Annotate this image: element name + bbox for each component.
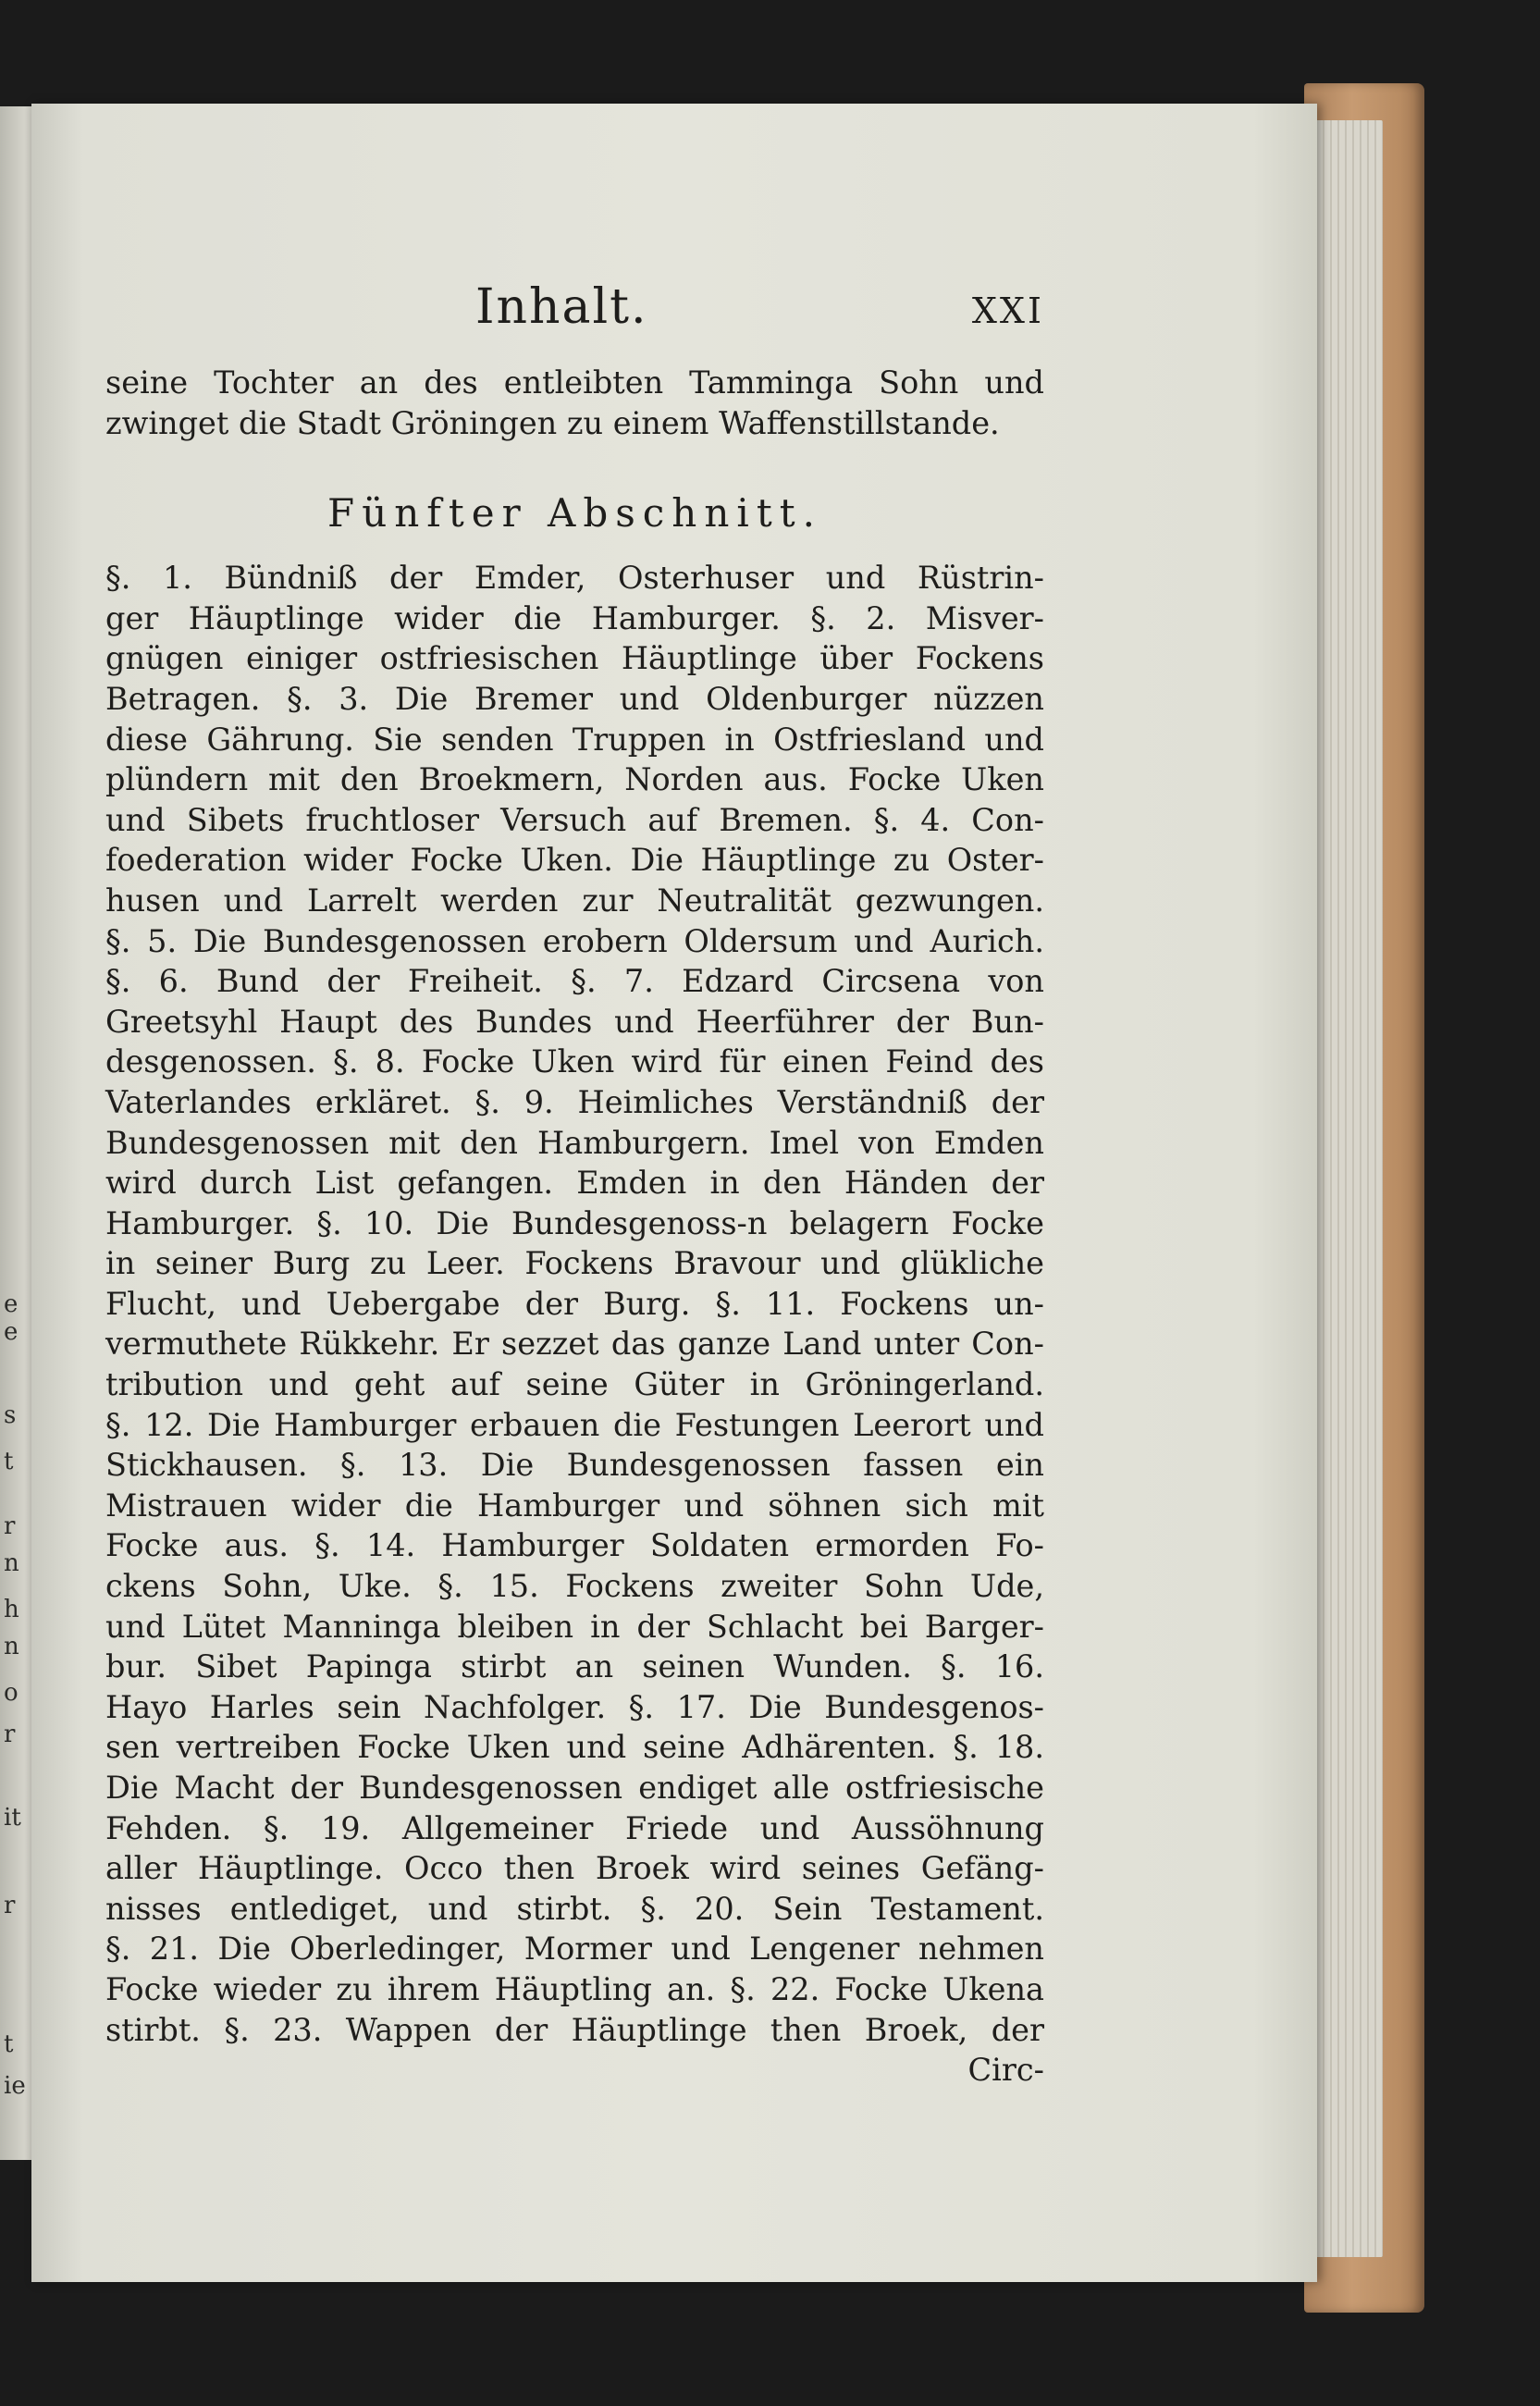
text-line: foederation wider Focke Uken. Die Häuptlinge zu Oster- [105,842,1044,879]
text-line: §. 21. Die Oberledinger, Mormer und Lengener nehmen [105,1931,1044,1968]
text-line: Greetsyhl Haupt des Bundes und Heerführer der Bun- [105,1003,1044,1040]
text-line: sen vertreiben Focke Uken und seine Adhärenten. §. 18. [105,1729,1044,1766]
text-line: Mistrauen wider die Hamburger und söhnen sich mit [105,1487,1044,1524]
text-line: Focke wieder zu ihrem Häuptling an. §. 22. Focke Ukena [105,1970,1044,2007]
margin-glyph: h [4,1596,19,1623]
text-line: tribution und geht auf seine Güter in Gröningerland. [105,1366,1044,1403]
text-line: plündern mit den Broekmern, Norden aus. Focke Uken [105,761,1044,798]
book-page [31,104,1317,2282]
text-line: Die Macht der Bundesgenossen endiget alle ostfriesische [105,1770,1044,1806]
text-line: aller Häuptlinge. Occo then Broek wird seines Gefäng- [105,1850,1044,1887]
text-line: §. 6. Bund der Freiheit. §. 7. Edzard Circsena von [105,963,1044,1000]
margin-glyph: ie [4,2072,26,2100]
section-body [105,558,1044,2050]
margin-glyph: t [4,2030,14,2058]
text-line: und Lütet Manninga bleiben in der Schlacht bei Barger- [105,1608,1044,1645]
text-line: Stickhausen. §. 13. Die Bundesgenossen fassen ein [105,1447,1044,1484]
text-line: §. 1. Bündniß der Emder, Osterhuser und Rüstrin- [105,560,1044,597]
text-line: Flucht, und Uebergabe der Burg. §. 11. Fockens un- [105,1285,1044,1322]
text-line: seine Tochter an des entleibten Tamminga Sohn und [105,364,1044,401]
margin-glyph: it [4,1804,21,1832]
running-title: Inhalt. [475,279,648,335]
text-line: ger Häuptlinge wider die Hamburger. §. 2. Misver- [105,599,1044,636]
margin-glyph: n [4,1633,19,1660]
margin-glyph: e [4,1318,18,1346]
text-line: §. 5. Die Bundesgenossen erobern Oldersum und Aurich. [105,922,1044,959]
text-line: Vaterlandes erkläret. §. 9. Heimliches Verständniß der [105,1083,1044,1120]
text-line: Hamburger. §. 10. Die Bundesgenoss-n belagern Focke [105,1204,1044,1241]
text-line: gnügen einiger ostfriesischen Häuptlinge über Fockens [105,640,1044,677]
catchword: Circ- [967,2052,1044,2089]
text-line: nisses entlediget, und stirbt. §. 20. Sein Testament. [105,1890,1044,1927]
text-line: Betragen. §. 3. Die Bremer und Oldenburger nüzzen [105,680,1044,717]
text-line: ckens Sohn, Uke. §. 15. Fockens zweiter Sohn Ude, [105,1568,1044,1605]
text-line: und Sibets fruchtloser Versuch auf Bremen. §. 4. Con- [105,801,1044,838]
margin-glyph: n [4,1549,19,1577]
margin-glyph: s [4,1401,17,1429]
margin-glyph: r [4,1892,16,1919]
page-header [105,279,1044,363]
margin-glyph: r [4,1512,16,1540]
intro-paragraph [105,363,1044,443]
text-line: Hayo Harles sein Nachfolger. §. 17. Die Bundesgenos- [105,1688,1044,1725]
text-line: Focke aus. §. 14. Hamburger Soldaten ermorden Fo- [105,1527,1044,1564]
text-line: Bundesgenossen mit den Hamburgern. Imel von Emden [105,1124,1044,1161]
page-content [105,279,1044,2091]
text-line: §. 12. Die Hamburger erbauen die Festungen Leerort und [105,1406,1044,1443]
margin-glyph: e [4,1290,18,1318]
text-line: zwinget die Stadt Gröningen zu einem Waffenstillstande. [105,404,1000,441]
page-number: XXI [971,290,1044,331]
margin-glyph: o [4,1679,18,1707]
text-line: wird durch List gefangen. Emden in den Händen der [105,1165,1044,1202]
text-line: husen und Larrelt werden zur Neutralität gezwungen. [105,882,1044,919]
margin-glyph: r [4,1721,16,1748]
text-line: stirbt. §. 23. Wappen der Häuptlinge then Broek, der [105,2011,1044,2048]
text-line: diese Gährung. Sie senden Truppen in Ostfriesland und [105,721,1044,758]
margin-glyph: t [4,1448,14,1475]
section-title: Fünfter Abschnitt. [327,490,822,537]
text-line: desgenossen. §. 8. Focke Uken wird für einen Feind des [105,1043,1044,1080]
text-line: bur. Sibet Papinga stirbt an seinen Wunden. §. 16. [105,1648,1044,1685]
text-line: vermuthete Rükkehr. Er sezzet das ganze Land unter Con- [105,1326,1044,1363]
text-line: in seiner Burg zu Leer. Fockens Bravour und glükliche [105,1245,1044,1282]
text-line: Fehden. §. 19. Allgemeiner Friede und Aussöhnung [105,1809,1044,1846]
